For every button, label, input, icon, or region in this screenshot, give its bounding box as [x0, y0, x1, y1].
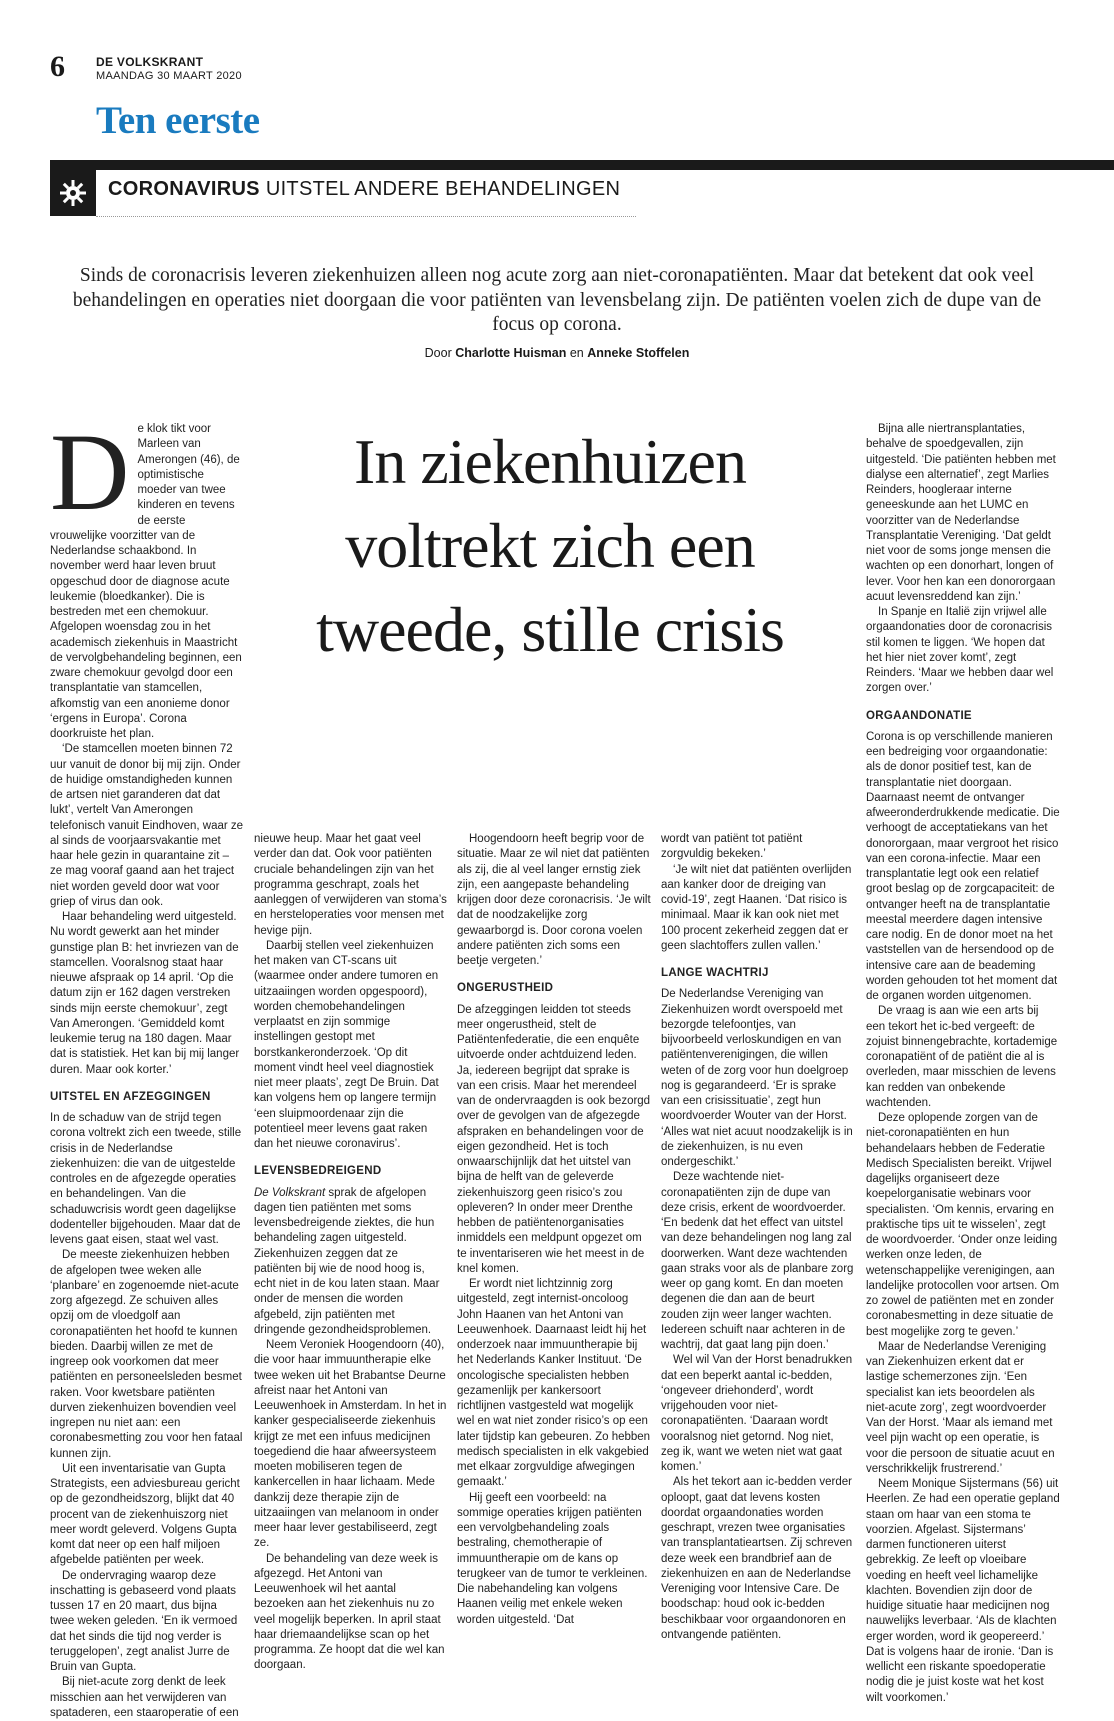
paragraph: Deze wachtende niet-coronapatiënten zijn de dupe van deze crisis, erkent de woordvoerder. ‘En bedenk dat het effect van uitstel van deze behandelingen nog lang zal doorwerken. Want deze wachtenden gaan straks voor als de planbare zorg weer op gang komt. En dan moeten degenen die dan aan de beurt zouden zijn weer langer wachten. Iedereen schuift naar achteren in de wachtrij, dat gaat lang pijn doen.’: [661, 1171, 854, 1351]
byline-author-2: Anneke Stoffelen: [587, 346, 690, 360]
kicker-topic: CORONAVIRUS: [108, 178, 260, 200]
headline: In ziekenhuizen voltrekt zich een tweede, stille crisis: [316, 426, 784, 665]
article-column-3: [457, 832, 651, 1628]
paragraph: Uit een inventarisatie van Gupta Strategists, een adviesbureau gericht op de gezondheidszorg, blijkt dat 40 procent van de ziekenhuiszorg niet meer wordt geleverd. Volgens Gupta komt dat neer op een half miljoen afgebelde patiënten per week.: [50, 1462, 240, 1567]
page-number: 6: [50, 50, 65, 83]
paragraph: De afzeggingen leidden tot steeds meer ongerustheid, stelt de Patiëntenfederatie, die een enquête uitvoerde onder achtduizend leden. Ja, iedereen begrijpt dat sprake is van een crisis. Maar het merendeel van de ondervraagden is ook bezorgd over de gevolgen van de afgezegde afspraken en behandelingen voor de eigen gezondheid. Het is toch onwaarschijnlijk dat het uitstel van bijna de helft van de geleverde ziekenhuiszorg geen risico’s zou opleveren? In onder meer Drenthe hebben de patiëntenorganisaties inmiddels een meldpunt opgezet om te inventariseren wie het meest in de knel komen.: [457, 1003, 651, 1275]
paragraph: Hij geeft een voorbeeld: na sommige operaties krijgen patiënten een vervolgbehandeling zoals bestraling, chemotherapie of immuuntherapie om de kans op terugkeer van de tumor te verkleinen. Die nabehandeling kan volgens Haanen veilig met enkele weken worden uitgesteld. ‘Dat: [457, 1491, 648, 1626]
lead-paragraph: [50, 411, 244, 742]
paragraph: Er wordt niet lichtzinnig zorg uitgesteld, zegt internist-oncoloog John Haanen van het Antoni van Leeuwenhoek. Daarnaast leidt hij het onderzoek naar immuuntherapie bij het Nederlands Kanker Instituut. ‘De oncologische specialisten hebben gezamenlijk per kankersoort richtlijnen vastgesteld wat mogelijk wel en wat niet zonder risico’s op een later tijdstip kan gebeuren. Zo hebben medisch specialisten in elk vakgebied met elkaar zorgvuldige afwegingen gemaakt.’: [457, 1278, 651, 1489]
subheading: LANGE WACHTRIJ: [661, 967, 769, 979]
byline-author-1: Charlotte Huisman: [455, 346, 567, 360]
article-column-2: [254, 832, 448, 1674]
paragraph: ‘Je wilt niet dat patiënten overlijden aan kanker door de dreiging van covid-19’, zegt Haanen. ‘Dat risico is minimaal. Maar ik kan ook niet met 100 procent zekerheid zeggen dat er geen slachtoffers zullen vallen.’: [661, 863, 852, 952]
paragraph: Maar de Nederlandse Vereniging van Ziekenhuizen erkent dat er lastige schemerzones zijn. ‘Een specialist kan iets beoordelen als niet-acute zorg’, zegt woordvoerder Van der Horst. ‘Maar als iemand met veel pijn wacht op een operatie, is voor die persoon de situatie acuut en verschrikkelijk frustrerend.’: [866, 1340, 1055, 1475]
paragraph: nieuwe heup. Maar het gaat veel verder dan dat. Ook voor patiënten cruciale behandelingen zijn van het programma geschrapt, zoals het aanleggen of verwijderen van stoma’s en hersteloperaties voor mensen met hevige pijn.: [254, 833, 447, 937]
paragraph: Haar behandeling werd uitgesteld. Nu wordt gewerkt aan het minder gunstige plan B: het invriezen van de stamcellen. Vooralsnog staat haar nieuwe afspraak op 14 april. ‘Op die datum zijn er 162 dagen verstreken sinds mijn eerste chemokuur’, zegt Van Amerongen. ‘Gemiddeld komt leukemie terug na 180 dagen. Maar dat is statistiek. Het kan bij mij langer duren. Maar ook korter.’: [50, 911, 240, 1076]
newspaper-name: DE VOLKSKRANT: [96, 55, 204, 69]
paragraph: De meeste ziekenhuizen hebben de afgelopen twee weken alle ‘planbare’ en zogenoemde niet-acute zorg afgezegd. Ze schuiven alles opzij om de vloedgolf aan coronapatiënten het hoofd te kunnen bieden. Daarbij willen ze met de ingreep ook voorkomen dat meer patiënten en personeelsleden besmet raken. Voor kwetsbare patiënten durven ziekenhuizen bovendien veel ingrepen nu niet aan: een coronabesmetting zou voor hen fataal kunnen zijn.: [50, 1249, 243, 1460]
article-intro: Sinds de coronacrisis leveren ziekenhuizen alleen nog acute zorg aan niet-coronapatiënten. Maar dat betekent dat ook veel behandelingen en operaties niet doorgaan die voor patiënten van levensbelang zijn. De patiënten voelen zich de dupe van de focus op corona.: [72, 265, 1042, 335]
coronavirus-icon: [59, 179, 87, 207]
paragraph: De behandeling van deze week is afgezegd. Het Antoni van Leeuwenhoek wil het aantal bezoeken aan het ziekenhuis nu zo veel mogelijk beperken. In april staat haar driemaandelijkse scan op het programma. Ze hoopt dat die wel kan doorgaan.: [254, 1552, 445, 1672]
issue-date: MAANDAG 30 MAART 2020: [96, 70, 242, 82]
byline: [70, 346, 1044, 360]
paragraph: wordt van patiënt tot patiënt zorgvuldig bekeken.’: [661, 833, 803, 861]
paragraph: De vraag is aan wie een arts bij een tekort het ic-bed vergeeft: de zojuist binnengebrachte, kortademige coronapatiënt of de patiënt die al is overleden, maar misschien de levens kan redden van onbekende wachtenden.: [866, 1005, 1058, 1109]
paragraph: Corona is op verschillende manieren een bedreiging voor orgaandonatie: als de donor positief test, kan de transplantatie niet doorgaan. Daarnaast neemt de ontvanger afweeronderdrukkende medicatie. Die verhoogt de acceptatiekans van het donororgaan, maar vergroot het risico van een corona-infectie. Maar een transplantatie legt ook een relatief groot beslag op de zorgcapaciteit: de ontvanger heeft na de transplantatie meestal meerdere dagen intensive care nodig. En de donor moet na het vaststellen van de hersendood op de intensive care aan de beademing worden gehouden tot het moment dat de organen worden uitgenomen.: [866, 730, 1060, 1002]
paragraph-text: sprak de afgelopen dagen tien patiënten met soms levensbedreigende ziektes, die hun behandeling zagen uitgesteld. Ziekenhuizen zeggen dat ze patiënten bij wie de nood hoog is, echt niet in de kou laten staan. Maar onder de mensen die worden afgebeld, zijn patiënten met dringende gezondheidsproblemen.: [254, 1186, 440, 1336]
paragraph: Als het tekort aan ic-bedden verder oploopt, gaat dat levens kosten doordat orgaandonaties worden geschrapt, vrezen twee organisaties van transplantatieartsen. Zij schreven deze week een brandbrief aan de ziekenhuizen en aan de Nederlandse Vereniging voor Intensive Care. De boodschap: houd ook ic-bedden beschikbaar voor orgaandonoren en ontvangende patiënten.: [661, 1476, 853, 1641]
kicker: [108, 178, 620, 201]
subheading: UITSTEL EN AFZEGGINGEN: [50, 1090, 211, 1103]
paragraph: De ondervraging waarop deze inschatting is gebaseerd vond plaats tussen 17 en 20 maart, dus bijna twee weken geleden. ‘En ik vermoed dat het sinds die tijd nog verder is teruggelopen’, zegt analist Jurre de Bruin van Gupta.: [50, 1569, 238, 1673]
article-column-4: [661, 832, 855, 1643]
kicker-dotted-rule: [96, 216, 636, 217]
paragraph: In de schaduw van de strijd tegen corona voltrekt zich een tweede, stille crisis in de Nederlandse ziekenhuizen: die van de uitgestelde controles en de afgezegde operaties en behandelingen. Van die schaduwcrisis wordt geen dagelijkse dodenteller bijgehouden. Maar dat de levens gaat eisen, staat wel vast.: [50, 1112, 242, 1246]
subheading: LEVENSBEDREIGEND: [254, 1165, 382, 1178]
paragraph: Neem Monique Sijstermans (56) uit Heerlen. Ze had een operatie gepland staan om haar van een stoma te voorzien. Afgelast. Sijstermans’ darmen functioneren uiterst gebrekkig. Ze leeft op vloeibare voeding en heeft veel lichamelijke klachten. Bovendien zijn door de huidige situatie haar medicijnen nog nauwelijks leverbaar. ‘Als de klachten erger worden, word ik geopereerd.’ Dat is volgens haar de ironie. ‘Dan is wellicht een riskante spoedoperatie nodig die je juist koste wat het kost wilt voorkomen.’: [866, 1478, 1060, 1704]
paragraph: Daarbij stellen veel ziekenhuizen het maken van CT-scans uit (waarmee onder andere tumoren en uitzaaiingen worden opgespoord), worden chemobehandelingen verplaatst en zijn sommige instellingen gestopt met borstkankeronderzoek. ‘Op dit moment vindt heel veel diagnostiek niet meer plaats’, zegt De Bruin. Dat kan volgens hem op langere termijn ‘een sluipmoordenaar zijn die potentieel meer levens gaat raken dan het nieuwe coronavirus’.: [254, 939, 439, 1150]
drop-cap: D: [50, 411, 130, 533]
paragraph: Bijna alle niertransplantaties, behalve de spoedgevallen, zijn uitgesteld. ‘Die patiënten hebben met dialyse een alternatief’, zegt Marlies Reinders, hoogleraar interne geneeskunde aan het LUMC en voorzitter van de Nederlandse Transplantatie Vereniging. ‘Dat geldt niet voor de soms jonge mensen die wachten op een donorhart, longen of lever. Voor hen kan een donororgaan acuut levensreddend kan zijn.’: [866, 423, 1056, 603]
paragraph: Wel wil Van der Horst benadrukken dat een beperkt aantal ic-bedden, ‘ongeveer driehonderd’, wordt vrijgehouden voor niet-coronapatiënten. ‘Daaraan wordt vooralsnog niet getornd. Nog niet, zeg ik, want we weten niet wat gaat komen.’: [661, 1354, 853, 1473]
paragraph: [254, 1186, 448, 1339]
paragraph: Deze oplopende zorgen van de niet-coronapatiënten en hun behandelaars hebben de Federatie Medisch Specialisten bereikt. Vrijwel dagelijks organiseert deze koepelorganisatie webinars voor specialisten. ‘Om kennis, ervaring en praktische tips uit te wisselen’, zegt de woordvoerder. ‘Onder onze leiding werken onze leden, de wetenschappelijke verenigingen, aan landelijke protocollen voor artsen. Om zo zowel de patiënten met en zonder coronabesmetting in deze situatie de best mogelijke zorg te geven.’: [866, 1112, 1060, 1338]
paragraph: Neem Veroniek Hoogendoorn (40), die voor haar immuuntherapie elke twee weken uit het Brabantse Deurne afreist naar het Antoni van Leeuwenhoek in Amsterdam. In het in kanker gespecialiseerde ziekenhuis krijgt ze met een infuus medicijnen toegediend die haar afweersysteem moeten mobiliseren tegen de kankercellen in haar lichaam. Mede dankzij deze therapie zijn de uitzaaiingen van melanoom in onder meer haar lever gestabiliseerd, zegt ze.: [254, 1339, 447, 1550]
section-title: Ten eerste: [96, 99, 260, 142]
paragraph: ‘De stamcellen moeten binnen 72 uur vanuit de donor bij mij zijn. Onder de huidige omstandigheden kunnen de artsen niet garanderen dat dat lukt’, vertelt Van Amerongen telefonisch vanuit Eindhoven, waar ze al sinds de voorjaarsvakantie met haar hele gezin in quarantaine zit – ze mag vooraf gaand aan het traject niet worden geveld door wat voor griep of virus dan ook.: [50, 743, 244, 908]
lead-text: e klok tikt voor Marleen van Amerongen (46), de optimistische moeder van twee kinderen en tevens de eerste vrouwelijke voorzitter van de Nederlandse schaakbond. In november werd haar leven bruut opgeschud door de diagnose acute leukemie (bloedkanker). Die is bestreden met een chemokuur. Afgelopen woensdag zou in het academisch ziekenhuis in Maastricht de vervolgbehandeling beginnen, een zware chemokuur gevolgd door een transplantatie van stamcellen, afkomstig van een anonieme donor ‘ergens in Europa’. Corona doorkruiste het plan.: [50, 423, 242, 740]
article-column-1: [50, 411, 244, 1721]
article-column-5: [866, 422, 1060, 1706]
publication-name: De Volkskrant: [254, 1186, 326, 1199]
subheading: ORGAANDONATIE: [866, 709, 972, 722]
paragraph: Bij niet-acute zorg denkt de leek misschien aan het verwijderen van spataderen, een staaroperatie of een: [50, 1676, 239, 1719]
kicker-icon-box: [50, 170, 96, 216]
paragraph: Hoogendoorn heeft begrip voor de situatie. Maar ze wil niet dat patiënten als zij, die al veel langer ernstig ziek zijn, een aangepaste behandeling krijgen door deze coronacrisis. ‘Je wilt dat de noodzakelijke zorg gewaarborgd is. Door corona voelen andere patiënten zich soms een beetje vergeten.’: [457, 833, 651, 967]
kicker-subtopic: UITSTEL ANDERE BEHANDELINGEN: [265, 178, 621, 200]
byline-prefix: Door: [424, 346, 452, 360]
paragraph: De Nederlandse Vereniging van Ziekenhuizen wordt overspoeld met bezorgde telefoontjes, van bijvoorbeeld verloskundigen en van patiëntenverenigingen, die willen weten of de zorg voor hun doelgroep nog is gegarandeerd. ‘Er is sprake van een crisissituatie’, zegt hun woordvoerder Wouter van der Horst. ‘Alles wat niet acuut noodzakelijk is in de ziekenhuizen, is nu even ondergeschikt.’: [661, 988, 853, 1168]
paragraph: In Spanje en Italië zijn vrijwel alle orgaandonaties door de coronacrisis stil komen te liggen. ‘We hopen dat het hier niet zover komt’, zegt Reinders. ‘Maar we hebben daar wel zorgen over.’: [866, 606, 1054, 695]
subheading: ONGERUSTHEID: [457, 982, 554, 995]
section-rule: [50, 160, 1114, 170]
byline-conjunction: en: [569, 346, 584, 360]
